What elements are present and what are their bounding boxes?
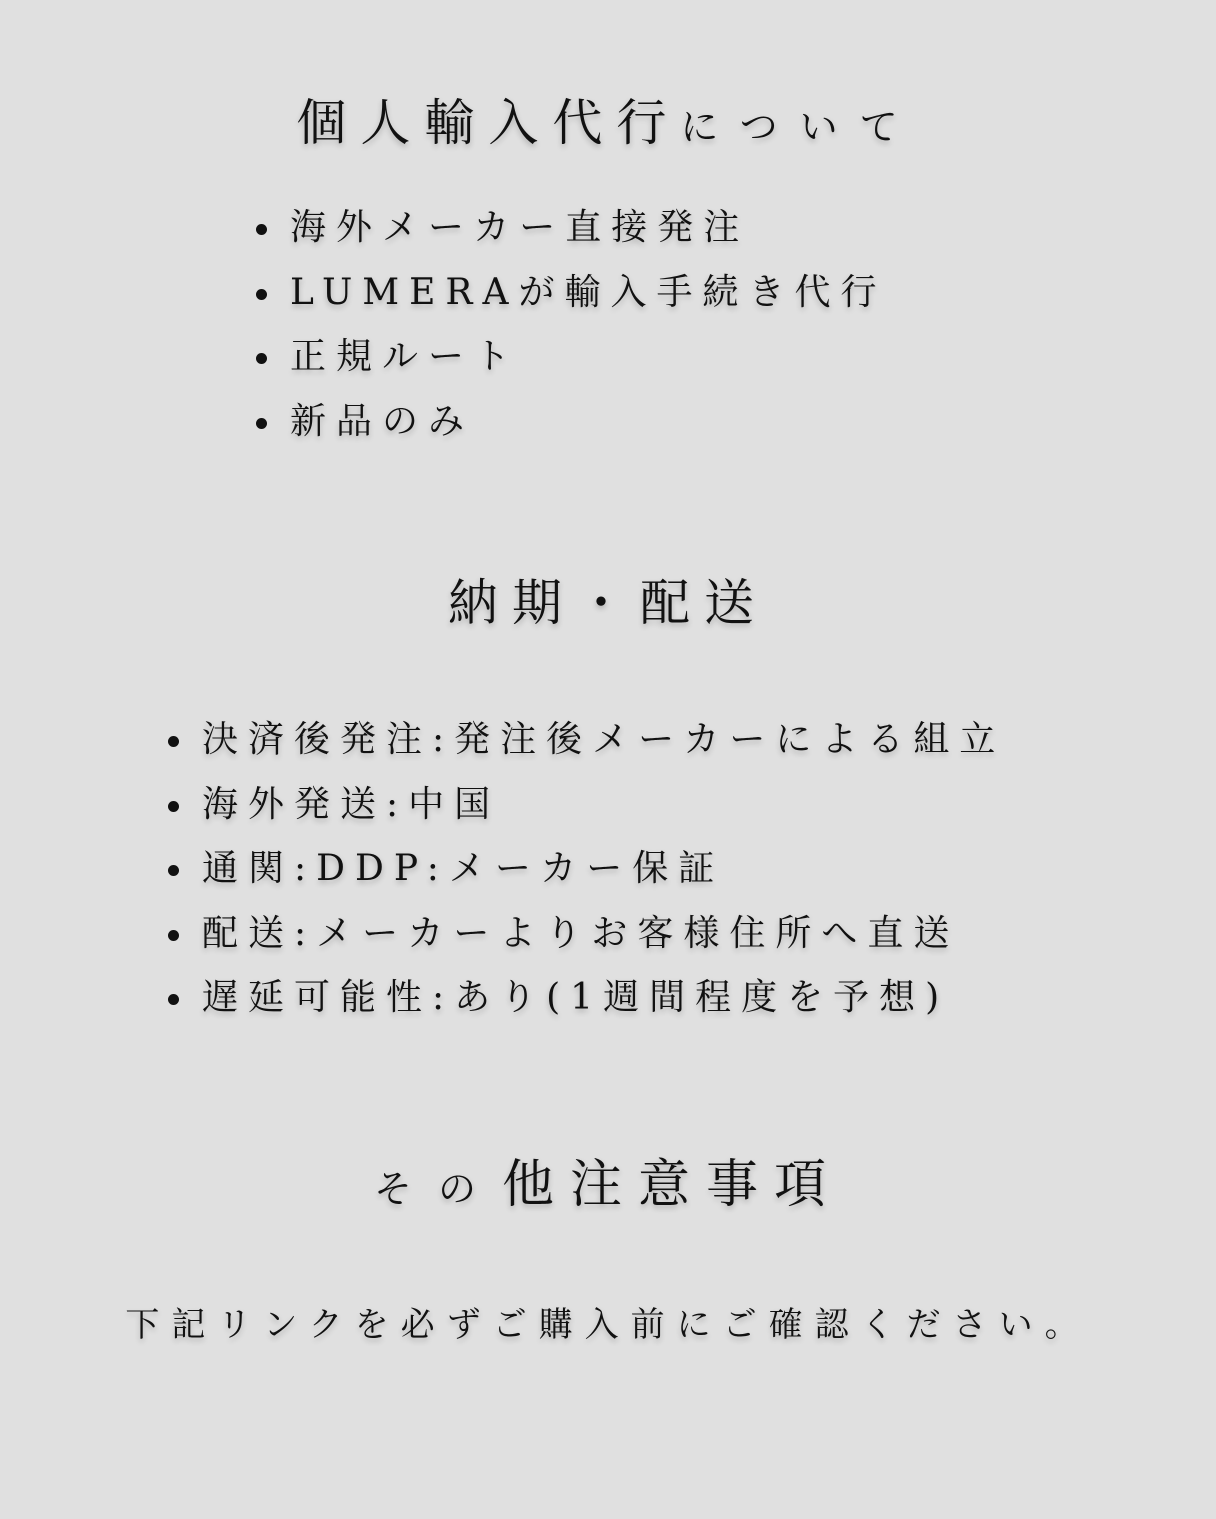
section-title-import-main: 個人輸入代行 [296,94,681,152]
list-item: 決済後発注:発注後メーカーによる組立 [202,708,1005,773]
section-title-notes-main: 他注意事項 [502,1155,843,1215]
delivery-info-list [202,708,1005,1031]
import-feature-list [290,196,887,454]
list-item: 新品のみ [290,390,887,455]
list-item: LUMERAが輸入手続き代行 [290,261,887,326]
section-title-import-suffix: について [680,105,920,149]
list-item: 海外メーカー直接発注 [290,196,887,261]
section-title-notes [0,1150,1216,1224]
list-item: 遅延可能性:あり(1週間程度を予想) [202,966,1005,1031]
list-item: 通関:DDP:メーカー保証 [202,837,1005,902]
list-item: 海外発送:中国 [202,773,1005,838]
section-title-notes-prefix: その [373,1167,502,1211]
section-title-import [0,88,1216,162]
section-title-delivery: 納期・配送 [448,574,768,632]
list-item: 配送:メーカーよりお客様住所へ直送 [202,902,1005,967]
notice-text: 下記リンクを必ずご購入前にご確認ください。 [125,1305,1091,1345]
list-item: 正規ルート [290,325,887,390]
